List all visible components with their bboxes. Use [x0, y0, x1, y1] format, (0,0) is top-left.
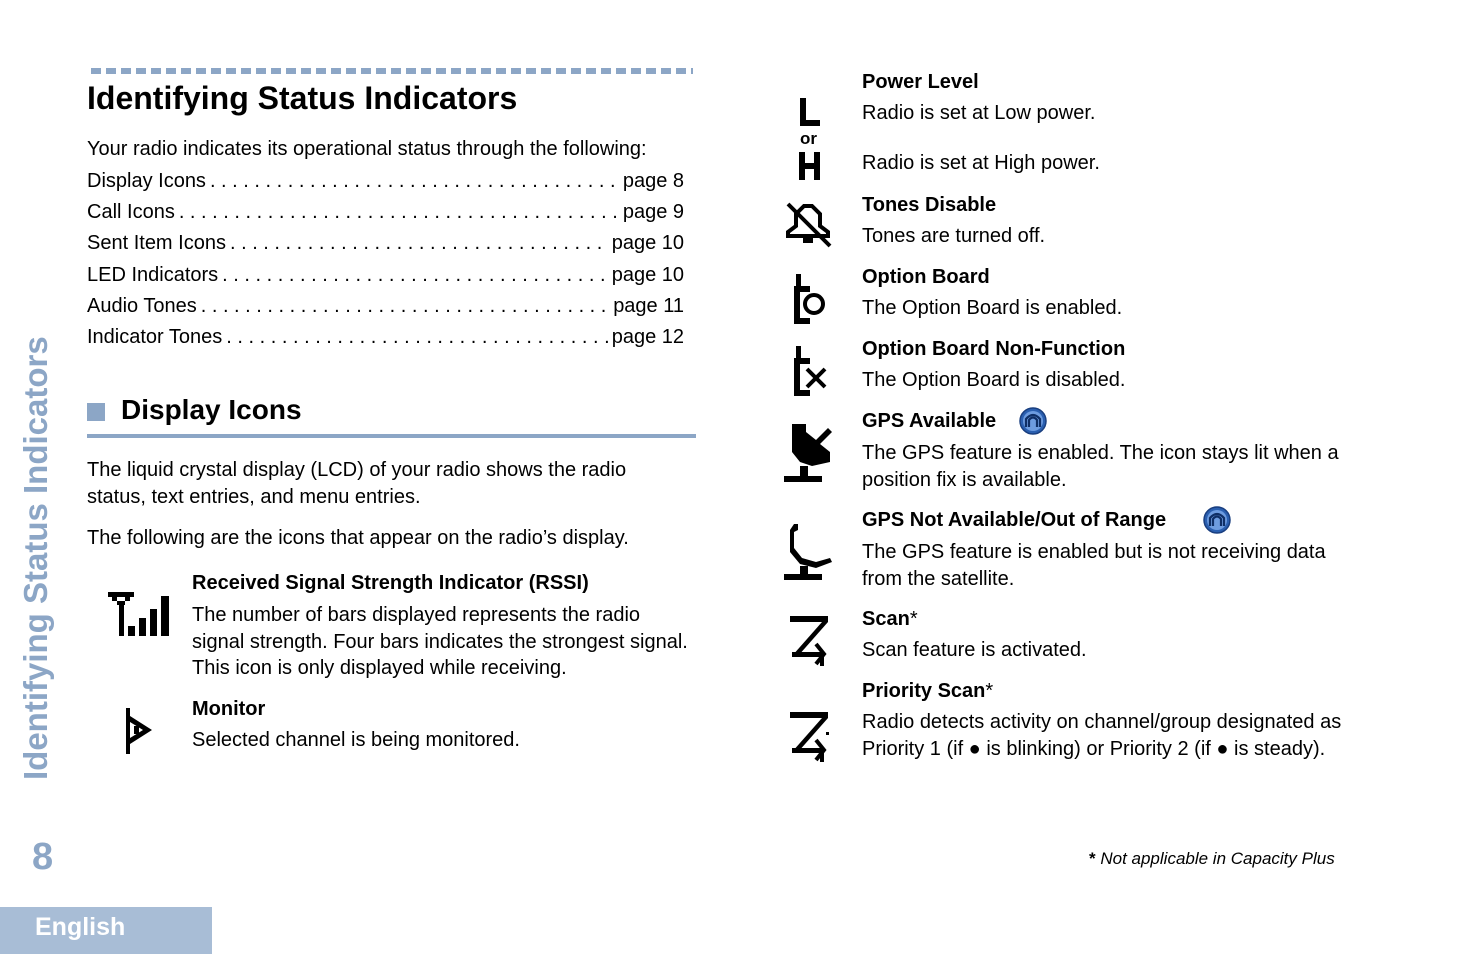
toc-label: LED Indicators [87, 264, 219, 286]
rssi-icon [108, 590, 174, 638]
entry-text-rssi: The number of bars displayed represents the radio signal strength. Four bars indicates the strongest signal. This icon is only displayed while receiving. [192, 604, 688, 679]
language-tab-label: English [35, 913, 126, 941]
entry-title-scan [862, 608, 918, 631]
toc-leader [179, 201, 619, 224]
gps-available-icon [782, 422, 838, 486]
entry-title-option-board-nf: Option Board Non-Function [862, 338, 1126, 360]
footnote-star: * [1089, 849, 1096, 868]
low-power-icon [798, 98, 822, 128]
toc-item[interactable] [87, 201, 684, 227]
priority-scan-title-label: Priority Scan [862, 680, 986, 702]
entry-text-option-board-nf: The Option Board is disabled. [862, 369, 1126, 391]
toc-item[interactable] [87, 232, 684, 258]
page-title: Identifying Status Indicators [87, 80, 518, 116]
scan-icon [788, 614, 832, 668]
toc-leader [222, 264, 608, 287]
entry-title-option-board: Option Board [862, 266, 990, 288]
entry-text-tones-disable: Tones are turned off. [862, 225, 1046, 247]
toc-leader [230, 232, 608, 255]
toc-item[interactable] [87, 170, 684, 196]
entry-title-monitor: Monitor [192, 698, 266, 720]
monitor-icon [124, 706, 156, 756]
toc-item[interactable] [87, 295, 684, 321]
toc-page: page 10 [611, 264, 684, 286]
toc-item[interactable] [87, 326, 684, 352]
entry-text-monitor: Selected channel is being monitored. [192, 729, 520, 751]
entry-text-gps-available: The GPS feature is enabled. The icon stays lit when a position fix is available. [862, 442, 1339, 491]
scan-title-star: * [909, 608, 918, 630]
entry-text-high-power: Radio is set at High power. [862, 152, 1100, 174]
gps-not-available-icon [782, 522, 838, 584]
entry-text-low-power: Radio is set at Low power. [862, 102, 1096, 124]
heading-dashed-rule [91, 68, 693, 74]
high-power-icon [798, 150, 822, 182]
display-icons-para-2: The following are the icons that appear on the radio’s display. [87, 527, 629, 549]
toc-leader [201, 295, 609, 318]
tones-disable-icon [784, 200, 834, 250]
section-title-display-icons: Display Icons [121, 394, 302, 425]
section-rule [87, 434, 696, 438]
or-label: or [800, 129, 817, 148]
toc-page: page 9 [622, 201, 684, 223]
entry-text-gps-not-available: The GPS feature is enabled but is not receiving data from the satellite. [862, 541, 1326, 590]
toc-page: page 8 [622, 170, 684, 192]
toc-label: Sent Item Icons [87, 232, 226, 254]
scan-title-label: Scan [862, 608, 910, 630]
toc-item[interactable] [87, 264, 684, 290]
gps-badge-icon [1019, 407, 1047, 435]
toc-label: Call Icons [87, 201, 175, 223]
entry-text-option-board: The Option Board is enabled. [862, 297, 1123, 319]
page-number: 8 [32, 836, 54, 878]
side-section-title: Identifying Status Indicators [17, 336, 54, 780]
entry-title-gps-available: GPS Available [862, 410, 997, 432]
entry-title-gps-not-available: GPS Not Available/Out of Range [862, 509, 1167, 531]
toc-leader [226, 326, 607, 349]
footnote-text: Not applicable in Capacity Plus [1095, 849, 1335, 868]
section-marker [87, 403, 105, 421]
priority-scan-title-star: * [985, 680, 994, 702]
option-board-disabled-icon [790, 344, 830, 398]
toc-label: Audio Tones [87, 295, 197, 317]
toc-label: Indicator Tones [87, 326, 223, 348]
toc-page: page 12 [611, 326, 684, 348]
entry-text-scan: Scan feature is activated. [862, 639, 1087, 661]
entry-title-rssi: Received Signal Strength Indicator (RSSI) [192, 572, 589, 594]
toc-leader [210, 170, 619, 193]
entry-title-power-level: Power Level [862, 71, 979, 93]
option-board-icon [790, 272, 830, 326]
intro-text: Your radio indicates its operational status through the following: [87, 138, 647, 160]
display-icons-para-1: The liquid crystal display (LCD) of your radio shows the radio status, text entries, and menu entries. [87, 459, 627, 508]
priority-scan-icon [788, 710, 832, 764]
gps-badge-icon [1203, 506, 1231, 534]
language-tab [0, 907, 212, 954]
toc-page: page 10 [611, 232, 684, 254]
toc-page: page 11 [613, 295, 684, 317]
entry-title-priority-scan [862, 680, 993, 703]
toc-label: Display Icons [87, 170, 206, 192]
entry-text-priority-scan: Radio detects activity on channel/group designated as Priority 1 (if ● is blinking) or Priority 2 (if ● is steady). [862, 711, 1342, 760]
footnote [1089, 849, 1335, 869]
entry-title-tones-disable: Tones Disable [862, 194, 997, 216]
